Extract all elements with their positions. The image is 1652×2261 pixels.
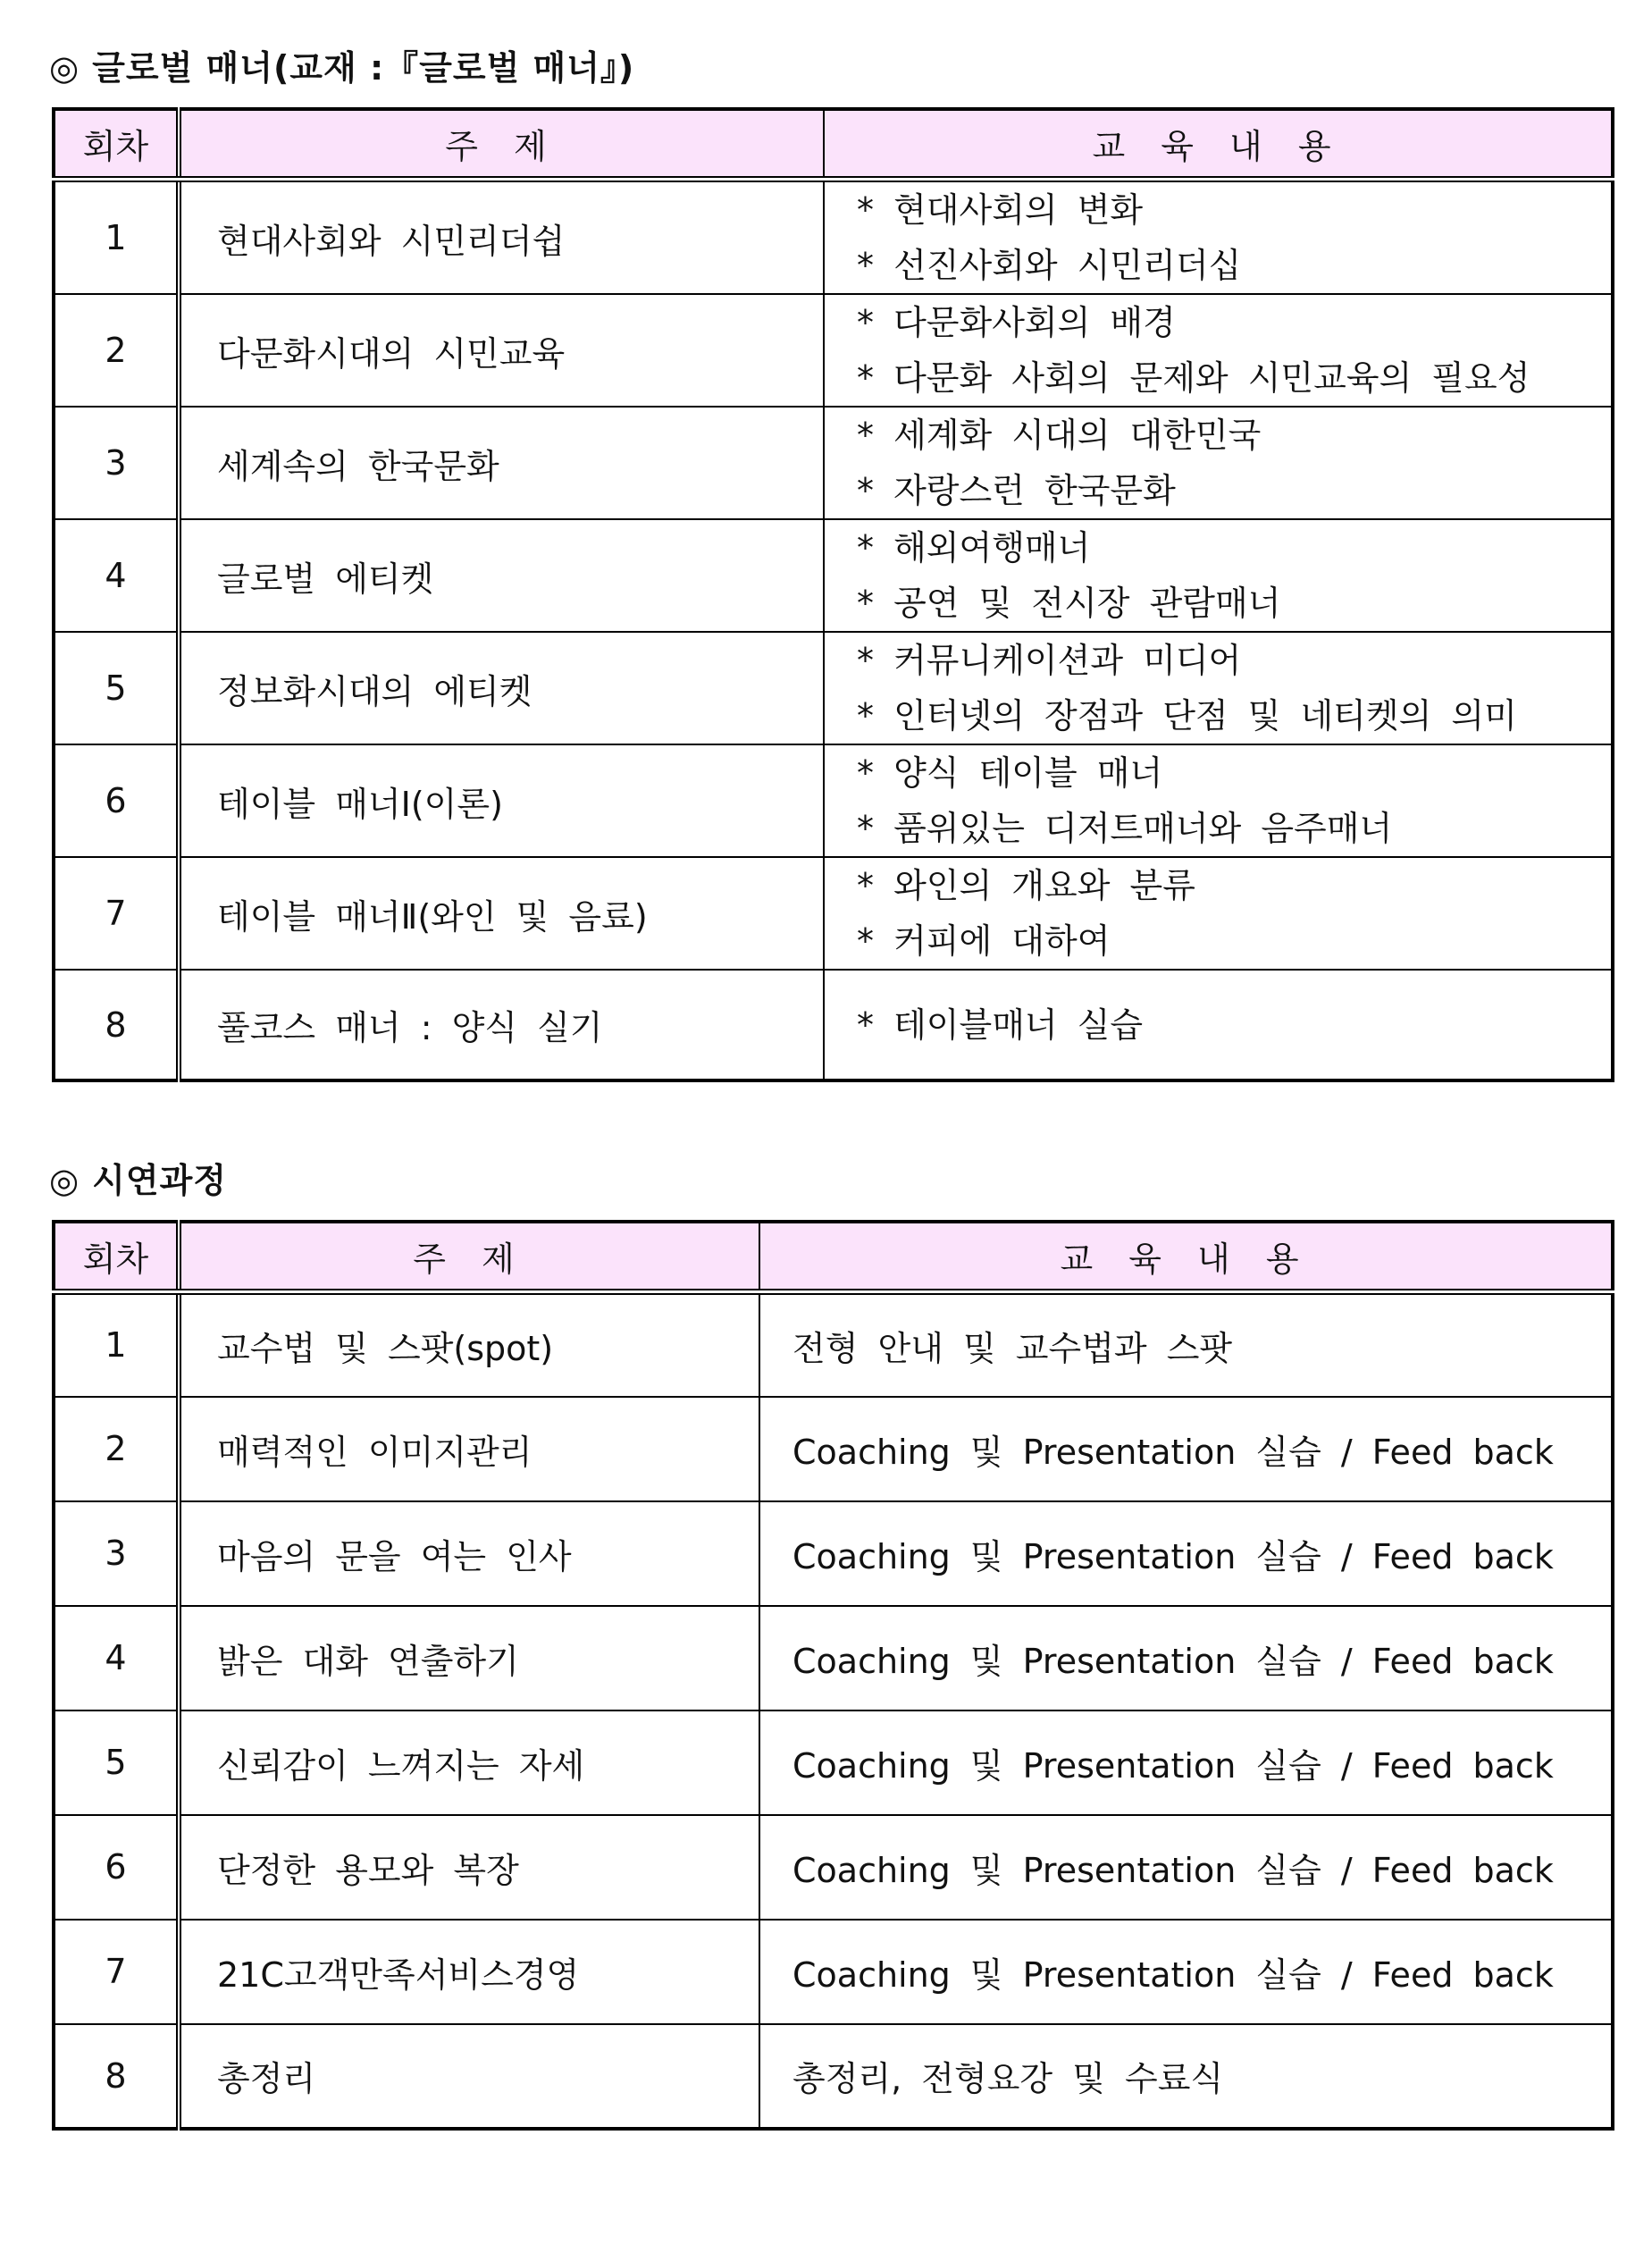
demonstration-course-table: [52, 1220, 1614, 2131]
session-number: 8: [54, 2024, 179, 2129]
table-row: [54, 407, 1613, 519]
content-line: * 테이블매너 실습: [857, 1004, 1144, 1045]
content-cell: Coaching 및 Presentation 실습 / Feed back: [759, 1606, 1613, 1710]
session-number: 2: [54, 294, 179, 407]
content-line: * 선진사회와 시민리더십: [857, 246, 1242, 285]
header-content: 교 육 내 용: [824, 109, 1613, 180]
table-row: [54, 1920, 1613, 2024]
section-title-text: 글로벌 매너(교재 :『글로벌 매너』): [92, 48, 635, 88]
session-number: 5: [54, 632, 179, 744]
content-line: * 인터넷의 장점과 단점 및 네티켓의 의미: [857, 696, 1517, 735]
topic-cell: 신뢰감이 느껴지는 자세: [179, 1710, 759, 1815]
topic-cell: 단정한 용모와 복장: [179, 1815, 759, 1920]
content-cell: Coaching 및 Presentation 실습 / Feed back: [759, 1397, 1613, 1501]
content-cell: [824, 180, 1613, 295]
content-cell: [824, 519, 1613, 632]
topic-cell: 현대사회와 시민리더쉽: [179, 180, 824, 295]
topic-cell: 테이블 매너Ⅱ(와인 및 음료): [179, 857, 824, 970]
content-line: * 해외여행매너: [857, 528, 1091, 567]
table-row: [54, 1292, 1613, 1397]
double-circle-icon: ◎: [49, 48, 80, 88]
table-row: [54, 1397, 1613, 1501]
table-header-row: [54, 109, 1613, 180]
table-row: [54, 970, 1613, 1080]
topic-cell: 매력적인 이미지관리: [179, 1397, 759, 1501]
double-circle-icon: ◎: [49, 1161, 80, 1200]
session-number: 4: [54, 1606, 179, 1710]
topic-cell: 마음의 문을 여는 인사: [179, 1501, 759, 1606]
topic-cell: 다문화시대의 시민교육: [179, 294, 824, 407]
session-number: 4: [54, 519, 179, 632]
table-row: [54, 1710, 1613, 1815]
topic-cell: 테이블 매너Ⅰ(이론): [179, 744, 824, 857]
session-number: 6: [54, 744, 179, 857]
header-topic: 주 제: [179, 1222, 759, 1292]
content-cell: [824, 970, 1613, 1080]
content-line: * 품위있는 디저트매너와 음주매너: [857, 809, 1393, 848]
table-row: [54, 1501, 1613, 1606]
content-cell: [824, 744, 1613, 857]
session-number: 3: [54, 1501, 179, 1606]
header-session: 회차: [54, 109, 179, 180]
content-cell: Coaching 및 Presentation 실습 / Feed back: [759, 1920, 1613, 2024]
content-cell: [824, 407, 1613, 519]
session-number: 1: [54, 1292, 179, 1397]
content-line: * 양식 테이블 매너: [857, 753, 1163, 793]
section-title-demonstration: [49, 1153, 227, 1202]
topic-cell: 밝은 대화 연출하기: [179, 1606, 759, 1710]
content-line: * 자랑스런 한국문화: [857, 471, 1176, 510]
table-row: [54, 1606, 1613, 1710]
content-cell: Coaching 및 Presentation 실습 / Feed back: [759, 1710, 1613, 1815]
topic-cell: 정보화시대의 에티켓: [179, 632, 824, 744]
content-cell: Coaching 및 Presentation 실습 / Feed back: [759, 1815, 1613, 1920]
session-number: 2: [54, 1397, 179, 1501]
session-number: 7: [54, 1920, 179, 2024]
section-title-global-manner: [49, 40, 634, 89]
topic-cell: 세계속의 한국문화: [179, 407, 824, 519]
content-cell: [824, 632, 1613, 744]
global-manner-table: [52, 107, 1614, 1082]
header-content: 교 육 내 용: [759, 1222, 1613, 1292]
content-line: * 현대사회의 변화: [857, 190, 1144, 230]
session-number: 6: [54, 1815, 179, 1920]
topic-cell: 글로벌 에티켓: [179, 519, 824, 632]
content-line: * 와인의 개요와 분류: [857, 866, 1195, 905]
content-cell: 전형 안내 및 교수법과 스팟: [759, 1292, 1613, 1397]
session-number: 8: [54, 970, 179, 1080]
content-cell: Coaching 및 Presentation 실습 / Feed back: [759, 1501, 1613, 1606]
table-header-row: [54, 1222, 1613, 1292]
table-row: [54, 180, 1613, 295]
topic-cell: 총정리: [179, 2024, 759, 2129]
session-number: 5: [54, 1710, 179, 1815]
table-row: [54, 1815, 1613, 1920]
session-number: 7: [54, 857, 179, 970]
topic-cell: 21C고객만족서비스경영: [179, 1920, 759, 2024]
table-row: [54, 632, 1613, 744]
header-session: 회차: [54, 1222, 179, 1292]
header-topic: 주 제: [179, 109, 824, 180]
session-number: 3: [54, 407, 179, 519]
table-row: [54, 294, 1613, 407]
topic-cell: 교수법 및 스팟(spot): [179, 1292, 759, 1397]
content-line: * 다문화 사회의 문제와 시민교육의 필요성: [857, 358, 1530, 398]
topic-cell: 풀코스 매너 : 양식 실기: [179, 970, 824, 1080]
content-cell: 총정리, 전형요강 및 수료식: [759, 2024, 1613, 2129]
content-cell: [824, 294, 1613, 407]
content-line: * 공연 및 전시장 관람매너: [857, 584, 1281, 623]
table-row: [54, 2024, 1613, 2129]
table-row: [54, 744, 1613, 857]
table-row: [54, 857, 1613, 970]
section-title-text: 시연과정: [92, 1161, 228, 1200]
content-line: * 커뮤니케이션과 미디어: [857, 641, 1242, 680]
content-line: * 커피에 대하여: [857, 921, 1111, 961]
content-line: * 세계화 시대의 대한민국: [857, 416, 1262, 455]
content-cell: [824, 857, 1613, 970]
session-number: 1: [54, 180, 179, 295]
content-line: * 다문화사회의 배경: [857, 303, 1176, 342]
table-row: [54, 519, 1613, 632]
